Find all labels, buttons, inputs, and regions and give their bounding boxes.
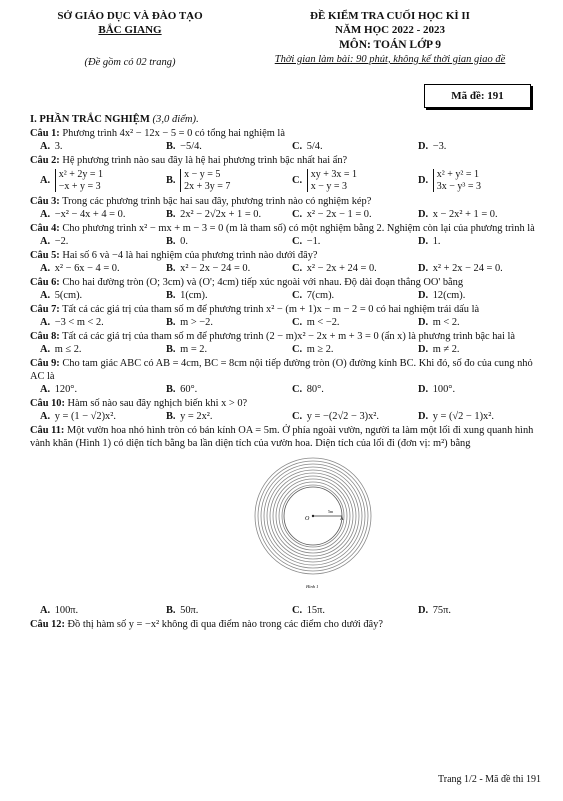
subject-title: MÔN: TOÁN LỚP 9: [338, 38, 442, 51]
section-points: (3,0 điểm).: [152, 114, 199, 125]
question-text: Hàm số nào sau đây nghịch biến khi x > 0?: [67, 398, 248, 410]
options-11: [30, 604, 546, 617]
annulus-diagram: [248, 454, 378, 594]
question-label: Câu 5:: [30, 250, 60, 262]
question-label: Câu 2:: [30, 155, 60, 167]
options-8: [30, 343, 546, 356]
option-a[interactable]: A. m ≤ 2.: [40, 344, 82, 356]
option-b[interactable]: B. 50π.: [166, 605, 199, 617]
exam-code-box: Mã đề: 191: [424, 84, 531, 108]
page-footer: Trang 1/2 - Mã đề thi 191: [438, 774, 541, 785]
option-a[interactable]: A. x² − 6x − 4 = 0.: [40, 263, 120, 275]
question-text: Trong các phương trình bậc hai sau đây, phương trình nào có nghiệm kép?: [62, 196, 372, 208]
option-c[interactable]: C. 80°.: [292, 384, 324, 396]
equation-system: x − y = 5 2x + 3y = 7: [180, 169, 230, 192]
exam-body: [30, 113, 546, 631]
question-label: Câu 9:: [30, 358, 60, 370]
option-b[interactable]: B. m > −2.: [166, 317, 213, 329]
option-c[interactable]: C. 15π.: [292, 605, 325, 617]
equation-system: x² + y² = 1 3x − y³ = 3: [433, 169, 481, 192]
question-text: Đồ thị hàm số y = −x² không đi qua điểm nào trong các điểm cho dưới đây?: [67, 619, 383, 631]
options-3: [30, 208, 546, 221]
option-b[interactable]: B. y = 2x².: [166, 411, 213, 423]
question-text: Phương trình 4x² − 12x − 5 = 0 có tổng hai nghiệm là: [62, 128, 285, 140]
options-10: [30, 410, 546, 423]
question-2: [30, 154, 546, 167]
option-a[interactable]: A. 3.: [40, 141, 63, 153]
option-c[interactable]: C. 5/4.: [292, 141, 323, 153]
question-12: [30, 618, 546, 631]
option-b[interactable]: B. m = 2.: [166, 344, 208, 356]
option-d[interactable]: D. 12(cm).: [418, 290, 466, 302]
time-limit: Thời gian làm bài: 90 phút, không kể thời gian giao đề: [274, 53, 506, 65]
label-a: A: [340, 517, 344, 523]
question-text: Hai số 6 và −4 là hai nghiệm của phương trình nào dưới đây?: [62, 250, 318, 262]
option-a[interactable]: A. −x² − 4x + 4 = 0.: [40, 209, 126, 221]
question-text: Tất cả các giá trị của tham số m để phương trình (2 − m)x² − 2x + m + 3 = 0 (ẩn x) là phương trình bậc hai là: [62, 331, 516, 343]
option-b[interactable]: B. 2x² − 2√2x + 1 = 0.: [166, 209, 262, 221]
option-c[interactable]: C. x² − 2x + 24 = 0.: [292, 263, 377, 275]
exam-title: ĐỀ KIỂM TRA CUỐI HỌC KÌ II: [310, 10, 470, 22]
option-a[interactable]: A. −3 < m < 2.: [40, 317, 104, 329]
question-label: Câu 6:: [30, 277, 60, 289]
options-4: [30, 235, 546, 248]
question-text: Một vườn hoa nhỏ hình tròn có bán kính OA = 5m. Ở phía ngoài vườn, người ta làm một lối đi xung quanh hình vành khăn (Hình 1) có diện tích bằng ba lần diện tích của vườn hoa. Diện tích của lối đi (đơn vị: m²) bằng: [30, 425, 534, 450]
option-c[interactable]: C. m < −2.: [292, 317, 340, 329]
figure-caption: Hình 1: [306, 584, 319, 590]
question-label: Câu 10:: [30, 398, 65, 410]
option-b[interactable]: B. 1(cm).: [166, 290, 208, 302]
option-d[interactable]: D. m ≠ 2.: [418, 344, 460, 356]
option-a[interactable]: A. y = (1 − √2)x².: [40, 411, 116, 423]
option-a[interactable]: A. 120°.: [40, 384, 78, 396]
option-a[interactable]: A. −2.: [40, 236, 69, 248]
option-b[interactable]: B. 0.: [166, 236, 188, 248]
option-a[interactable]: A. 5(cm).: [40, 290, 83, 302]
option-b[interactable]: B. x² − 2x − 24 = 0.: [166, 263, 251, 275]
department-name: SỞ GIÁO DỤC VÀ ĐÀO TẠO: [57, 10, 203, 22]
option-d[interactable]: D. m < 2.: [418, 317, 460, 329]
question-6: [30, 276, 546, 289]
question-label: Câu 7:: [30, 304, 60, 316]
section-name: I. PHẦN TRẮC NGHIỆM: [30, 114, 150, 125]
page-count-note: (Đề gồm có 02 trang): [84, 56, 176, 68]
section-title: [30, 113, 546, 126]
option-b[interactable]: B. −5/4.: [166, 141, 202, 153]
figure-annulus: [30, 454, 546, 604]
question-label: Câu 8:: [30, 331, 60, 343]
equation-system: xy + 3x = 1 x − y = 3: [307, 169, 357, 192]
question-11: [30, 424, 546, 450]
question-label: Câu 12:: [30, 619, 65, 631]
question-5: [30, 249, 546, 262]
label-radius: 5m: [328, 509, 334, 515]
header-left: [30, 10, 230, 69]
question-10: [30, 397, 546, 410]
question-1: [30, 127, 546, 140]
options-6: [30, 289, 546, 302]
option-b[interactable]: B. 60°.: [166, 384, 198, 396]
option-d[interactable]: D. 100°.: [418, 384, 456, 396]
option-c[interactable]: C. 7(cm).: [292, 290, 335, 302]
question-text: Hệ phương trình nào sau đây là hệ hai phương trình bậc nhất hai ẩn?: [62, 155, 348, 167]
options-2: [30, 167, 546, 194]
option-c[interactable]: C. xy + 3x = 1 x − y = 3: [292, 169, 357, 192]
question-label: Câu 1:: [30, 128, 60, 140]
province-name: BẮC GIANG: [98, 23, 162, 36]
options-9: [30, 383, 546, 396]
question-4: [30, 222, 546, 235]
option-d[interactable]: D. 1.: [418, 236, 441, 248]
equation-system: x² + 2y = 1 −x + y = 3: [55, 169, 103, 192]
option-d[interactable]: D. x² + 2x − 24 = 0.: [418, 263, 503, 275]
options-1: [30, 140, 546, 153]
option-d[interactable]: D. 75π.: [418, 605, 451, 617]
question-9: [30, 357, 546, 383]
options-7: [30, 316, 546, 329]
options-5: [30, 262, 546, 275]
question-text: Cho phương trình x² − mx + m − 3 = 0 (m là tham số) có một nghiệm bằng 2. Nghiệm còn lại của phương trình là: [62, 223, 535, 235]
option-a[interactable]: A. 100π.: [40, 605, 79, 617]
label-o: O: [305, 516, 310, 523]
question-label: Câu 11:: [30, 425, 65, 437]
option-d[interactable]: D. x² + y² = 1 3x − y³ = 3: [418, 169, 481, 192]
option-b[interactable]: B. x − y = 5 2x + 3y = 7: [166, 169, 231, 192]
question-text: Tất cả các giá trị của tham số m để phương trình x² − (m + 1)x − m − 2 = 0 có hai nghiệm trái dấu là: [62, 304, 480, 316]
question-8: [30, 330, 546, 343]
option-d[interactable]: D. −3.: [418, 141, 447, 153]
question-label: Câu 4:: [30, 223, 60, 235]
question-label: Câu 3:: [30, 196, 60, 208]
option-c[interactable]: C. m ≥ 2.: [292, 344, 334, 356]
option-c[interactable]: C. x² − 2x − 1 = 0.: [292, 209, 372, 221]
question-text: Cho hai đường tròn (O; 3cm) và (O'; 4cm) tiếp xúc ngoài với nhau. Độ dài đoạn thẳng OO' bằng: [62, 277, 464, 289]
option-d[interactable]: D. x − 2x² + 1 = 0.: [418, 209, 498, 221]
option-c[interactable]: C. y = −(2√2 − 3)x².: [292, 411, 380, 423]
question-text: Cho tam giác ABC có AB = 4cm, BC = 8cm nội tiếp đường tròn (O) đường kính BC. Khi đó, số đo của cung nhỏ AC là: [30, 358, 533, 383]
option-d[interactable]: D. y = (√2 − 1)x².: [418, 411, 494, 423]
question-7: [30, 303, 546, 316]
center-point: [312, 515, 314, 517]
header-right: [240, 10, 540, 66]
question-3: [30, 195, 546, 208]
option-a[interactable]: A. x² + 2y = 1 −x + y = 3: [40, 169, 103, 192]
school-year: NĂM HỌC 2022 - 2023: [335, 23, 445, 36]
option-c[interactable]: C. −1.: [292, 236, 321, 248]
